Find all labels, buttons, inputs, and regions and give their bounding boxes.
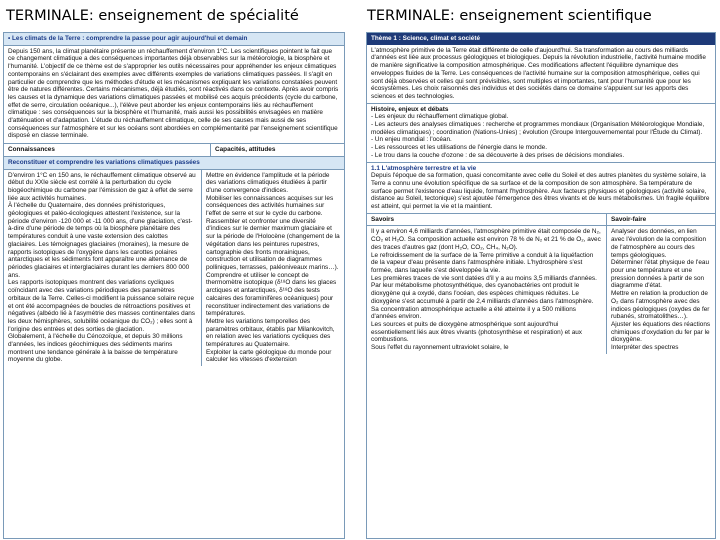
column-headers xyxy=(4,144,344,157)
skills-column-header: Capacités, attitudes xyxy=(215,146,276,154)
specialite-program-panel xyxy=(3,32,345,539)
skills-paragraph: Mettre les variations temporelles des paramètres orbitaux, établis par Milankovitch, en relation avec les variations cycliques des températures au Quaternaire. xyxy=(206,317,335,349)
history-list xyxy=(371,113,711,159)
knowledge-paragraph: À l'échelle du Quaternaire, des données préhistoriques, géologiques et paléo-écologiques attestent l'existence, sur la période d'environ -120 000 et -11 000 ans, d'une glaciation, c'est-à-dire d'une période de temps où la biosphère planétaire des températures conduit à une vaste extension des calottes glaciaires. Les témoignages glaciaires (moraines), la mesure de rapports isotopiques de l'oxygène dans les carottes polaires antarctiques et les sédiments font apparaître une alternance de périodes glaciaires et interglaciaires durant les derniers 800 000 ans. xyxy=(8,202,193,279)
skills-paragraph: Rassembler et confronter une diversité d'indices sur le dernier maximum glaciaire et sur la période de l'Holocène (changement de la végétation dans les peintures rupestres, cartographie des fronts morainiques, construction et utilisation de diagrammes polliniques, terrasses, paléoniveaux marins…). xyxy=(206,217,340,271)
subtheme-heading: 1.1 L'atmosphère terrestre et la vie xyxy=(371,164,477,172)
theme-heading: Thème 1 : Science, climat et société xyxy=(367,33,715,45)
knowledge-column-header: Connaissances xyxy=(4,144,211,156)
subtheme-heading: Reconstituer et comprendre les variations climatiques passées xyxy=(4,157,344,170)
knowledge-paragraph: Globalement, à l'échelle du Cénozoïque, et depuis 30 millions d'années, les indices géochimiques des sédiments marins montrent une tendance générale à la baisse de température moyenne du globe. xyxy=(8,333,183,364)
knowledge-paragraph: Le refroidissement de la surface de la Terre primitive a conduit à la liquéfaction de la vapeur d'eau présente dans l'atmosphère initiale. L'hydrosphère s'est formée, dans laquelle s'est développée la vie. xyxy=(371,251,594,274)
page-title-right: TERMINALE: enseignement scientifique xyxy=(367,8,652,24)
skills-paragraph: Interpréter des spectres xyxy=(611,344,679,352)
history-heading: Histoire, enjeux et débats xyxy=(371,105,449,113)
skills-paragraph: Mobiliser les connaissances acquises sur les conséquences des activités humaines sur l'effet de serre et sur le cycle du carbone. xyxy=(206,194,334,218)
knowledge-paragraph: Il y a environ 4,6 milliards d'années, l'atmosphère primitive était composée de N₂, CO₂ et H₂O. Sa composition actuelle est environ 78 % de N₂ et 21 % de O₂, avec des traces d'autres gaz (dont H₂O, CO₂, CH₄, N₂O). xyxy=(371,228,601,251)
theme-introduction xyxy=(4,46,344,144)
list-item: - Les enjeux du réchauffement climatique global. xyxy=(371,113,711,121)
skills-paragraph: Mettre en relation la production de O₂ dans l'atmosphère avec des indices géologiques (oxydes de fer rubanés, stromatolithes…). xyxy=(611,290,710,321)
subtheme-text: Depuis l'époque de sa formation, quasi concomitante avec celle du Soleil et des autres planètes du système solaire, la Terre a connu une évolution spécifique de sa surface et de la composition de son atmosphère. Sa température de surface permet l'existence d'eau liquide, formant l'hydrosphère. Aux facteurs physiques et géologiques (activité solaire, distance au Soleil, tectonique) s'est ajoutée l'émergence des êtres vivants et de leurs métabolismes. Un fragile équilibre est atteint, qui permet la vie et la maintient. xyxy=(371,172,710,211)
skills-paragraph: Déterminer l'état physique de l'eau pour une température et une pression données à partir de son diagramme d'état. xyxy=(611,259,710,290)
knowledge-paragraph: D'environ 1°C en 150 ans, le réchauffement climatique observé au début du XXIe siècle est corrélé à la perturbation du cycle biogéochimique du carbone par l'émission de gaz à effet de serre liée aux activités humaines. xyxy=(8,171,196,202)
knowledge-paragraph: Les sources et puits de dioxygène atmosphérique sont aujourd'hui essentiellement liés aux êtres vivants (photosynthèse et respiration) et aux combustions. xyxy=(371,320,583,344)
introduction-text: Depuis 150 ans, la climat planétaire présente un réchauffement d'environ 1°C. Les scientifiques pointent le fait que ce changement climatique a des conséquences importantes déjà observables sur la météorologie, la biosphère et l'humanité. L'objectif de ce thème est de s'approprier les outils nécessaires pour appréhender les enjeux climatiques contemporains en s'éclairant des exemples avec différents exemples de variations climatiques passées. Il s'agit en particulier de comprendre que les méthodes d'étude et les mécanismes expliquant les variations constatées peuvent être de natures différentes. Certains mécanismes, déjà étudiés, sont réactivés dans ce contexte. Après avoir compris les causes et la dynamique des variations climatiques passées et mobilisé ces acquis précédents (cycle du carbone, effet de serre, circulation océanique...), l'élève peut aborder les enjeux contemporains liés au réchauffement climatique : ses conséquences sur la biosphère et l'humanité, mais aussi les possibilités envisagées en matière d'atténuation et d'adaptation. L'étude du réchauffement climatique, celle de ses causes mais aussi de ses conséquences sur l'atmosphère et sur les océans sont abordées en complémentarité par l'enseignement scientifique disposé en classe terminale. xyxy=(8,47,339,140)
knowledge-column-header: Savoirs xyxy=(367,214,607,226)
column-headers xyxy=(367,213,715,226)
page-title-left: TERMINALE: enseignement de spécialité xyxy=(6,8,299,24)
list-item: - Les ressources et les utilisations de l'énergie dans le monde. xyxy=(371,144,711,152)
skills-paragraph: Ajuster les équations des réactions chimiques d'oxydation du fer par le dioxygène. xyxy=(611,320,711,344)
skills-paragraph: Exploiter la carte géologique du monde pour calculer les vitesses d'extension xyxy=(206,348,332,364)
theme-introduction xyxy=(367,45,715,104)
skills-column xyxy=(607,226,715,353)
knowledge-paragraph: Les rapports isotopiques montrent des variations cycliques coïncidant avec des variations périodiques des paramètres orbitaux de la Terre. Celles-ci modifient la puissance solaire reçue et ont été accompagnées de boucles de rétroactions positives et négatives (albédo lié à l'asymétrie des masses continentales dans les deux hémisphères, solubilité océanique du CO₂) ; elles sont à l'origine des entrées et des sorties de glaciation. xyxy=(8,279,196,333)
list-item: - Les acteurs des analyses climatiques : recherche et programmes mondiaux (Organisation Météorologique Mondiale, modèles climatiques) ; coordination (Nations-Unies) ; évolution (Groupe Intergouvernemental pour l'Étude du Climat). xyxy=(371,121,711,136)
knowledge-paragraph: Les premières traces de vie sont datées d'il y a au moins 3,5 milliards d'années. Par leur métabolisme photosynthétique, des cyanobactéries ont produit le dioxygène qui a oxydé, dans l'océan, des espèces chimiques réduites. Le dioxygène s'est accumulé à partir de 2,4 milliards d'années dans l'atmosphère. Sa concentration atmosphérique actuelle a été atteinte il y a 500 millions d'années environ. xyxy=(371,274,597,321)
skills-column-header: Savoir-faire xyxy=(611,215,647,223)
skills-paragraph: Analyser des données, en lien avec l'évolution de la composition de l'atmosphère au cours des temps géologiques. xyxy=(611,228,707,259)
history-section xyxy=(367,104,715,163)
program-table xyxy=(4,170,344,367)
subtheme-section xyxy=(367,163,715,213)
theme-heading: • Les climats de la Terre : comprendre la passe pour agir aujourd'hui et demain xyxy=(4,33,344,46)
skills-paragraph: Comprendre et utiliser le concept de thermomètre isotopique (δ¹⁸O dans les glaces arctiques et antarctiques, δ¹⁸O des tests calcaires des foraminifères océaniques) pour reconstituer indirectement des variations de températures. xyxy=(206,271,337,318)
scientifique-program-panel xyxy=(366,32,716,539)
knowledge-paragraph: Sous l'effet du rayonnement ultraviolet solaire, le xyxy=(371,344,509,352)
knowledge-column xyxy=(367,226,607,353)
list-item: - Un enjeu mondial : l'océan. xyxy=(371,136,711,144)
program-table xyxy=(367,225,715,353)
skills-paragraph: Mettre en évidence l'amplitude et la période des variations climatiques étudiées à partir d'une convergence d'indices. xyxy=(206,171,330,194)
introduction-text: L'atmosphère primitive de la Terre était différente de celle d'aujourd'hui. Sa transformation au cours des milliards d'années est liée aux processus géologiques et biologiques. Depuis la révolution industrielle, l'activité humaine modifie de manière significative la composition atmosphérique. Ces modifications affectent l'équilibre dynamique des enveloppes fluides de la Terre. Les conséquences de l'activité humaine sur la composition atmosphérique, celles qui sont déjà observées et celles qui sont prévisibles, sont multiples et importantes, tant pour l'humanité que pour les écosystèmes. Les choix raisonnés des individus et des sociétés dans ce domaine s'appuient sur les apports des sciences et des technologies. xyxy=(371,46,706,100)
knowledge-column xyxy=(4,170,202,367)
list-item: - Le trou dans la couche d'ozone : de sa découverte à des prises de décisions mondiales. xyxy=(371,152,711,160)
skills-column xyxy=(202,170,344,367)
